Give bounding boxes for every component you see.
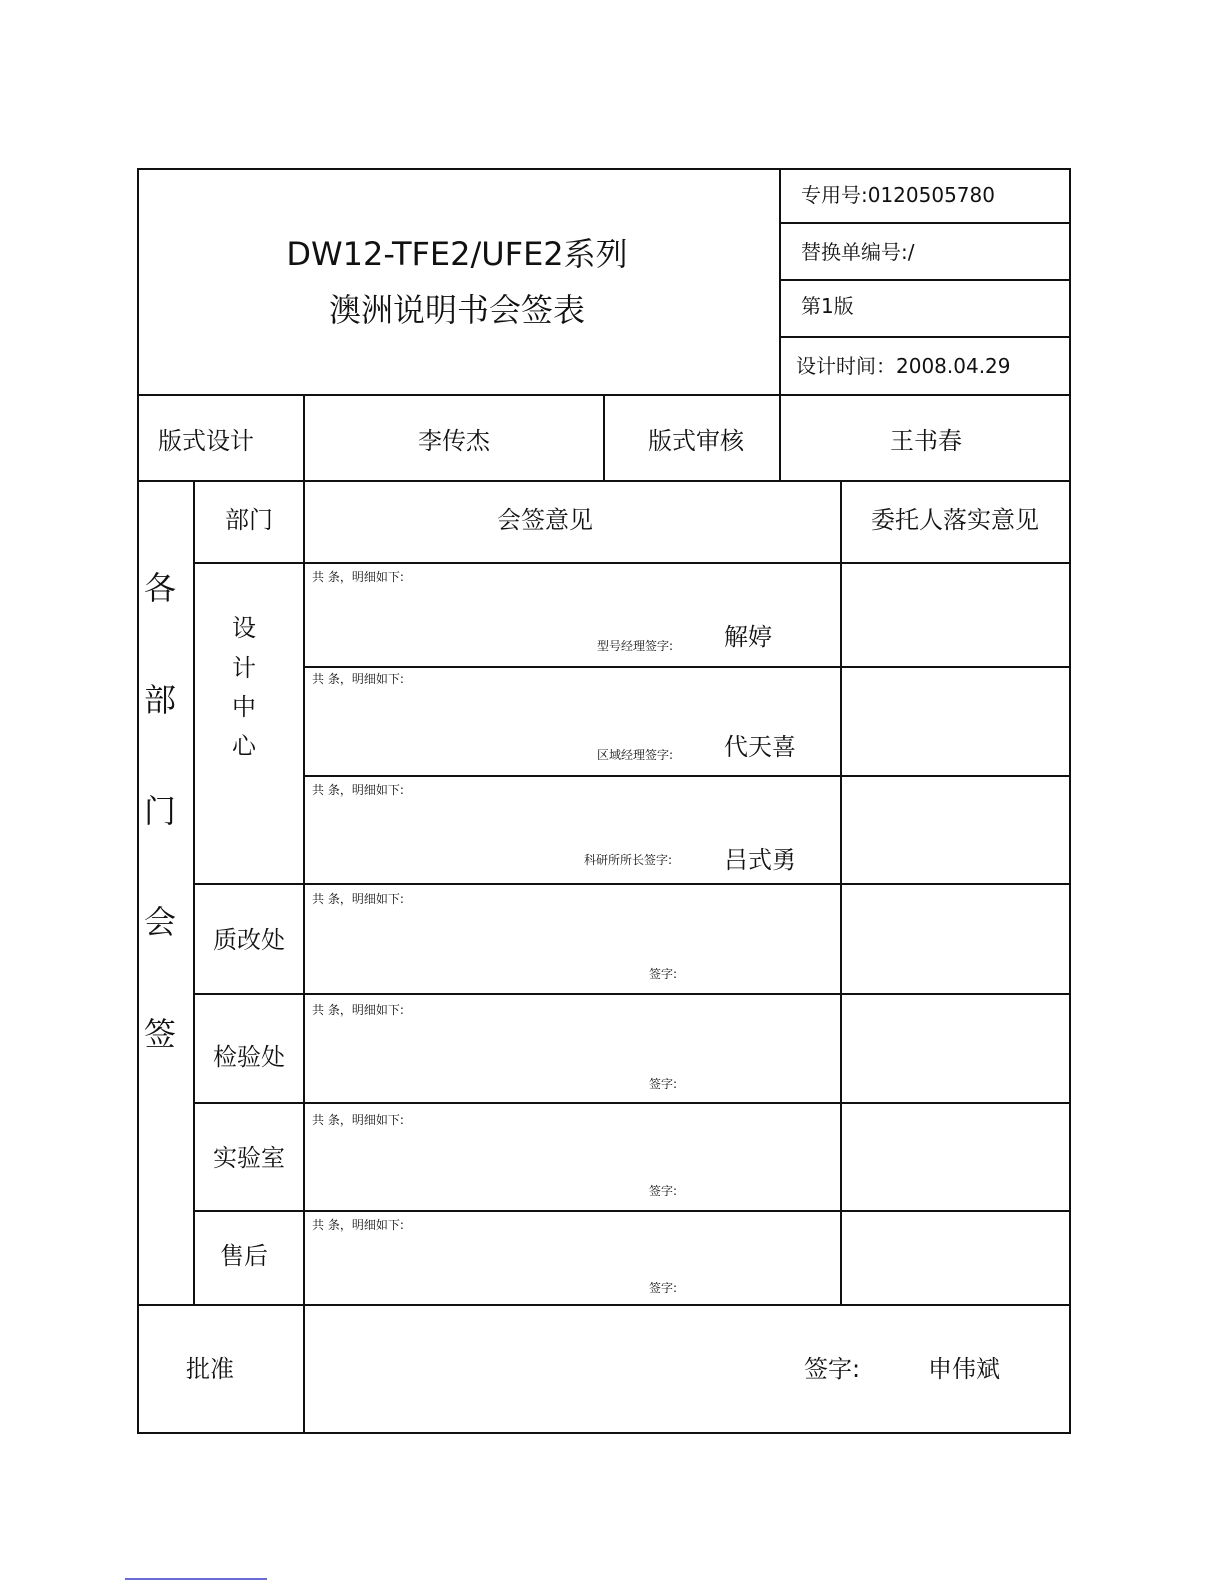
design-center-char: 心	[232, 732, 256, 760]
divider	[781, 222, 1071, 224]
approval-sign-label: 签字:	[804, 1355, 861, 1383]
opinion-prefix: 共 条，明细如下:	[312, 783, 404, 797]
form-subtitle: 澳洲说明书会签表	[328, 291, 586, 329]
divider	[193, 883, 1071, 885]
divider	[193, 993, 1071, 995]
side-title-char: 签	[143, 1015, 177, 1053]
signature: 代天喜	[724, 733, 796, 761]
layout-reviewer: 王书春	[890, 427, 962, 455]
side-title-char: 门	[143, 792, 177, 830]
divider	[840, 480, 842, 1305]
divider	[137, 1304, 1071, 1306]
design-center-char: 设	[232, 614, 256, 642]
design-center-char: 计	[232, 654, 256, 682]
department-inspection: 检验处	[213, 1043, 285, 1071]
form-title: DW12-TFE2/UFE2系列	[286, 235, 628, 273]
design-time: 设计时间：2008.04.29	[796, 354, 1011, 378]
divider	[193, 480, 195, 1305]
side-title-char: 部	[143, 681, 177, 719]
divider	[137, 480, 1071, 482]
divider	[303, 775, 1071, 777]
department-after-sales: 售后	[220, 1242, 268, 1270]
opinion-header: 会签意见	[497, 506, 593, 534]
opinion-prefix: 共 条，明细如下:	[312, 1003, 404, 1017]
sign-label: 区域经理签字:	[597, 748, 674, 762]
opinion-prefix: 共 条，明细如下:	[312, 570, 404, 584]
divider	[193, 1210, 1071, 1212]
replacement-number: 替换单编号:/	[801, 240, 915, 264]
divider	[781, 279, 1071, 281]
layout-design-label: 版式设计	[158, 427, 254, 455]
sign-label: 签字:	[649, 1184, 678, 1198]
layout-review-label: 版式审核	[648, 427, 744, 455]
opinion-prefix: 共 条，明细如下:	[312, 1113, 404, 1127]
sign-label: 签字:	[649, 967, 678, 981]
department-header: 部门	[225, 506, 273, 534]
divider	[303, 666, 1071, 668]
approval-label: 批准	[186, 1355, 234, 1383]
divider	[193, 562, 1071, 564]
divider	[779, 168, 781, 480]
version: 第1版	[801, 294, 854, 318]
sign-label: 型号经理签字:	[597, 639, 674, 653]
side-title-char: 会	[143, 903, 177, 941]
side-title-char: 各	[143, 569, 177, 607]
sign-label: 签字:	[649, 1077, 678, 1091]
department-laboratory: 实验室	[213, 1144, 285, 1172]
sign-label: 签字:	[649, 1281, 678, 1295]
opinion-prefix: 共 条，明细如下:	[312, 1218, 404, 1232]
divider	[603, 394, 605, 480]
design-center-char: 中	[232, 693, 256, 721]
special-number: 专用号:0120505780	[801, 183, 995, 207]
opinion-prefix: 共 条，明细如下:	[312, 892, 404, 906]
divider	[781, 336, 1071, 338]
sign-label: 科研所所长签字:	[584, 853, 673, 867]
approval-signer: 申伟斌	[928, 1355, 1000, 1383]
signature: 吕式勇	[724, 846, 796, 874]
page-bottom-rule	[125, 1578, 267, 1580]
signature: 解婷	[724, 623, 772, 651]
opinion-prefix: 共 条，明细如下:	[312, 672, 404, 686]
divider	[193, 1102, 1071, 1104]
department-quality: 质改处	[213, 926, 285, 954]
layout-designer: 李传杰	[418, 427, 490, 455]
delegate-opinion-header: 委托人落实意见	[871, 506, 1039, 534]
divider	[303, 394, 305, 1434]
